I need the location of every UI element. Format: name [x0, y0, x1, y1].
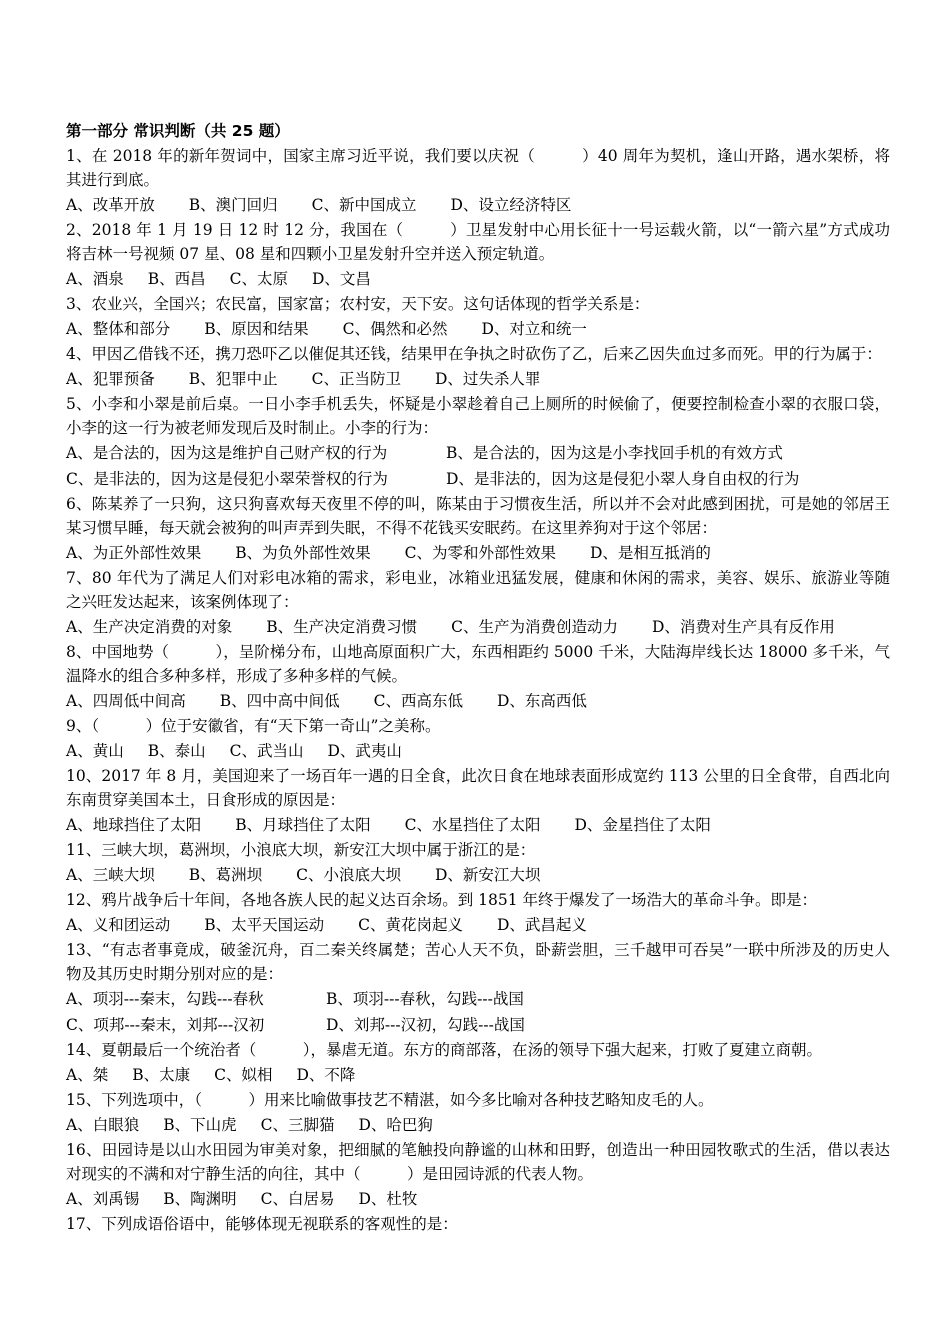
answer-option: B、葛洲坝 [188, 866, 263, 884]
options-row [66, 266, 890, 292]
answer-option: A、三峡大坝 [66, 866, 155, 884]
answer-option: B、陶渊明 [163, 1190, 237, 1208]
answer-option: A、生产决定消费的对象 [66, 618, 233, 636]
answer-option: C、新中国成立 [311, 196, 417, 214]
answer-option: C、太原 [229, 270, 288, 288]
section-title: 第一部分 常识判断（共 25 题） [66, 122, 290, 140]
answer-option: C、西高东低 [373, 692, 463, 710]
options-row [66, 986, 890, 1012]
answer-option: A、刘禹锡 [66, 1190, 140, 1208]
options-row [66, 1062, 890, 1088]
question-text: 17、下列成语俗语中，能够体现无视联系的客观性的是： [66, 1215, 458, 1233]
answer-option: D、新安江大坝 [434, 866, 541, 884]
question-text: 11、三峡大坝，葛洲坝，小浪底大坝，新安江大坝中属于浙江的是： [66, 841, 536, 859]
options-row [66, 738, 890, 764]
options-row [66, 540, 890, 566]
options-row [66, 192, 890, 218]
answer-option: B、为负外部性效果 [235, 544, 371, 562]
answer-option: A、黄山 [66, 742, 124, 760]
question-text: 1、在 2018 年的新年贺词中，国家主席习近平说，我们要以庆祝（ ）40 周年为契机，逢山开路，遇水架桥，将其进行到底。 [66, 147, 890, 189]
question-list [66, 144, 890, 1236]
answer-option: B、太康 [132, 1066, 191, 1084]
answer-option: D、杜牧 [358, 1190, 418, 1208]
options-row [66, 862, 890, 888]
options-row [66, 440, 890, 466]
question-text: 10、2017 年 8 月，美国迎来了一场百年一遇的日全食，此次日食在地球表面形成宽约 113 公里的日全食带，自西北向东南贯穿美国本土，日食形成的原因是： [66, 767, 890, 809]
answer-option: D、对立和统一 [481, 320, 587, 338]
question-text: 6、陈某养了一只狗，这只狗喜欢每天夜里不停的叫，陈某由于习惯夜生活，所以并不会对此感到困扰，可是她的邻居王某习惯早睡，每天就会被狗的叫声弄到失眠，不得不花钱买安眠药。在这里养狗对于这个邻居： [66, 495, 890, 537]
answer-option: A、地球挡住了太阳 [66, 816, 202, 834]
answer-option: B、项羽---春秋，勾践---战国 [326, 990, 524, 1008]
question-text: 16、田园诗是以山水田园为审美对象，把细腻的笔触投向静谧的山林和田野，创造出一种田园牧歌式的生活，借以表达对现实的不满和对宁静生活的向往，其中（ ）是田园诗派的代表人物。 [66, 1141, 890, 1183]
answer-option: A、为正外部性效果 [66, 544, 202, 562]
answer-option: B、月球挡住了太阳 [235, 816, 371, 834]
answer-option: D、文昌 [311, 270, 371, 288]
options-row [66, 466, 890, 492]
answer-option: A、义和团运动 [66, 916, 171, 934]
answer-option: D、东高西低 [496, 692, 587, 710]
options-row [66, 912, 890, 938]
question-text: 8、中国地势（ ），呈阶梯分布，山地高原面积广大，东西相距约 5000 千米，大陆海岸线长达 18000 多千米，气温降水的组合多种多样，形成了多种多样的气候。 [66, 643, 890, 685]
answer-option: C、小浪底大坝 [296, 866, 401, 884]
answer-option: D、不降 [296, 1066, 356, 1084]
answer-option: B、泰山 [147, 742, 206, 760]
answer-option: D、哈巴狗 [358, 1116, 433, 1134]
options-row [66, 688, 890, 714]
answer-option: C、偶然和必然 [342, 320, 448, 338]
answer-option: C、黄花岗起义 [358, 916, 463, 934]
options-row [66, 1012, 890, 1038]
answer-option: D、设立经济特区 [450, 196, 572, 214]
answer-option: D、是相互抵消的 [589, 544, 711, 562]
answer-option: A、犯罪预备 [66, 370, 155, 388]
answer-option: C、项邦---秦末，刘邦---汉初 [66, 1016, 265, 1034]
answer-option: D、消费对生产具有反作用 [651, 618, 835, 636]
answer-option: C、生产为消费创造动力 [451, 618, 618, 636]
answer-option: D、武夷山 [327, 742, 402, 760]
answer-option: C、是非法的，因为这是侵犯小翠荣誉权的行为 [66, 470, 388, 488]
exam-page [66, 118, 890, 1236]
answer-option: A、改革开放 [66, 196, 155, 214]
answer-option: A、四周低中间高 [66, 692, 186, 710]
question-text: 5、小李和小翠是前后桌。一日小李手机丢失，怀疑是小翠趁着自己上厕所的时候偷了，便要控制检查小翠的衣服口袋，小李的这一行为被老师发现后及时制止。小李的行为： [66, 395, 890, 437]
answer-option: C、武当山 [229, 742, 304, 760]
answer-option: C、正当防卫 [311, 370, 401, 388]
answer-option: A、桀 [66, 1066, 109, 1084]
options-row [66, 366, 890, 392]
question-text: 15、下列选项中，（ ）用来比喻做事技艺不精湛，如今多比喻对各种技艺略知皮毛的人。 [66, 1091, 714, 1109]
question-text: 7、80 年代为了满足人们对彩电冰箱的需求，彩电业，冰箱业迅猛发展，健康和休闲的需求，美容、娱乐、旅游业等随之兴旺发达起来，该案例体现了： [66, 569, 890, 611]
answer-option: A、整体和部分 [66, 320, 171, 338]
options-row [66, 1112, 890, 1138]
answer-option: D、金星挡住了太阳 [574, 816, 711, 834]
options-row [66, 812, 890, 838]
answer-option: D、是非法的，因为这是侵犯小翠人身自由权的行为 [446, 470, 800, 488]
question-text: 13、“有志者事竟成，破釜沉舟，百二秦关终属楚；苦心人天不负，卧薪尝胆，三千越甲可吞吴”一联中所涉及的历史人物及其历史时期分别对应的是： [66, 941, 890, 983]
answer-option: C、水星挡住了太阳 [404, 816, 541, 834]
answer-option: C、为零和外部性效果 [404, 544, 556, 562]
options-row [66, 1186, 890, 1212]
answer-option: B、原因和结果 [204, 320, 309, 338]
answer-option: D、刘邦---汉初，勾践---战国 [326, 1016, 525, 1034]
answer-option: C、三脚猫 [260, 1116, 335, 1134]
options-row [66, 316, 890, 342]
question-text: 3、农业兴，全国兴；农民富，国家富；农村安，天下安。这句话体现的哲学关系是： [66, 295, 650, 313]
answer-option: A、项羽---秦末，勾践---春秋 [66, 990, 264, 1008]
answer-option: B、生产决定消费习惯 [266, 618, 418, 636]
answer-option: C、姒相 [214, 1066, 273, 1084]
answer-option: D、武昌起义 [496, 916, 587, 934]
answer-option: B、太平天国运动 [204, 916, 325, 934]
answer-option: C、白居易 [260, 1190, 335, 1208]
answer-option: A、白眼狼 [66, 1116, 140, 1134]
answer-option: B、西昌 [147, 270, 206, 288]
answer-option: B、犯罪中止 [188, 370, 278, 388]
answer-option: D、过失杀人罪 [434, 370, 541, 388]
answer-option: A、是合法的，因为这是维护自己财产权的行为 [66, 444, 388, 462]
answer-option: B、是合法的，因为这是小李找回手机的有效方式 [446, 444, 783, 462]
answer-option: B、澳门回归 [188, 196, 278, 214]
answer-option: B、四中高中间低 [219, 692, 340, 710]
question-text: 4、甲因乙借钱不还，携刀恐吓乙以催促其还钱，结果甲在争执之时砍伤了乙，后来乙因失血过多而死。甲的行为属于： [66, 345, 882, 363]
question-text: 9、（ ）位于安徽省，有“天下第一奇山”之美称。 [66, 717, 441, 735]
question-text: 14、夏朝最后一个统治者（ ），暴虐无道。东方的商部落，在汤的领导下强大起来，打败了夏建立商朝。 [66, 1041, 822, 1059]
options-row [66, 614, 890, 640]
question-text: 2、2018 年 1 月 19 日 12 时 12 分，我国在（ ）卫星发射中心用长征十一号运载火箭，以“一箭六星”方式成功将吉林一号视频 07 星、08 星和四颗小卫星发射升空并送入预定轨道。 [66, 221, 890, 263]
answer-option: B、下山虎 [163, 1116, 237, 1134]
answer-option: A、酒泉 [66, 270, 124, 288]
question-text: 12、鸦片战争后十年间，各地各族人民的起义达百余场。到 1851 年终于爆发了一场浩大的革命斗争。即是： [66, 891, 818, 909]
